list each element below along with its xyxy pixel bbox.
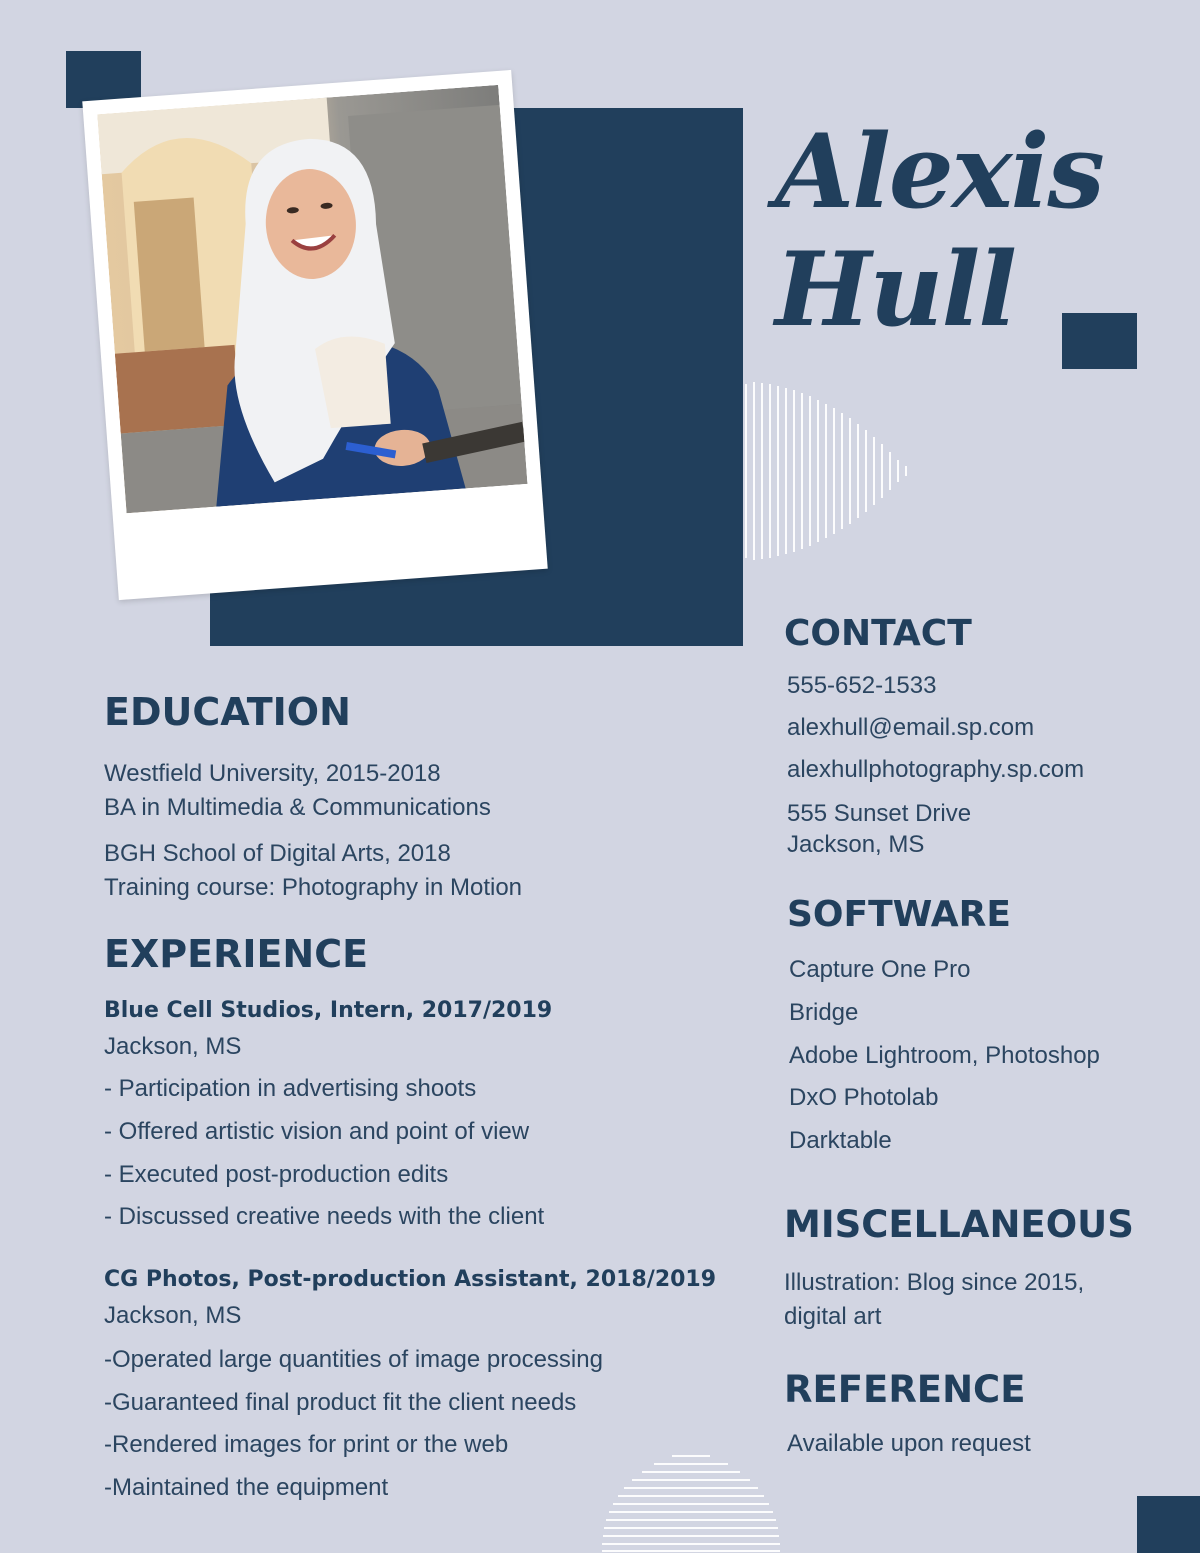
contact-heading: CONTACT [784, 613, 972, 654]
miscellaneous-heading: MISCELLANEOUS [784, 1203, 1134, 1246]
miscellaneous-text [784, 1266, 1084, 1334]
software-item: DxO Photolab [789, 1084, 939, 1111]
decorative-hatched-semicircle-icon [742, 380, 927, 562]
decorative-square-bottom-right [1137, 1496, 1200, 1553]
software-item: Darktable [789, 1127, 892, 1154]
job-1-title: Blue Cell Studios, Intern, 2017/2019 [104, 998, 553, 1023]
education-entry-1-degree: BA in Multimedia & Communications [104, 794, 491, 821]
miscellaneous-line-2: digital art [784, 1303, 882, 1330]
contact-address-street: 555 Sunset Drive [787, 800, 972, 827]
reference-heading: REFERENCE [784, 1368, 1026, 1411]
miscellaneous-line-1: Illustration: Blog since 2015, [784, 1269, 1085, 1296]
last-name: Hull [775, 230, 1016, 350]
contact-email[interactable]: alexhull@email.sp.com [787, 714, 1035, 741]
decorative-hatched-dome-icon [602, 1452, 780, 1553]
software-heading: SOFTWARE [787, 894, 1011, 935]
reference-text: Available upon request [787, 1430, 1031, 1457]
job-1-bullet-4: - Discussed creative needs with the client [104, 1203, 545, 1230]
polaroid-frame [82, 70, 547, 600]
education-entry-2 [104, 837, 522, 905]
software-item: Adobe Lightroom, Photoshop [789, 1042, 1100, 1069]
education-heading: EDUCATION [104, 690, 351, 734]
software-item: Bridge [789, 999, 859, 1026]
job-1-bullet-2: - Offered artistic vision and point of view [104, 1118, 530, 1145]
experience-heading: EXPERIENCE [104, 932, 369, 976]
education-entry-1 [104, 757, 491, 825]
first-name: Alexis [775, 112, 1103, 232]
person-name [775, 110, 1175, 352]
contact-address [787, 797, 971, 862]
job-1-bullet-1: - Participation in advertising shoots [104, 1075, 477, 1102]
contact-website[interactable]: alexhullphotography.sp.com [787, 756, 1085, 783]
education-entry-2-course: Training course: Photography in Motion [104, 874, 523, 901]
software-item: Capture One Pro [789, 956, 971, 983]
contact-phone: 555-652-1533 [787, 672, 937, 699]
job-1-bullet-3: - Executed post-production edits [104, 1161, 449, 1188]
job-2-bullet-4: -Maintained the equipment [104, 1474, 389, 1501]
portrait-photo-icon [97, 85, 527, 513]
education-entry-1-school: Westfield University, 2015-2018 [104, 760, 441, 787]
job-2-bullet-2: -Guaranteed final product fit the client needs [104, 1389, 577, 1416]
job-2-location: Jackson, MS [104, 1302, 242, 1329]
job-2-bullet-3: -Rendered images for print or the web [104, 1431, 509, 1458]
job-2-bullet-1: -Operated large quantities of image processing [104, 1346, 603, 1373]
job-2-title: CG Photos, Post-production Assistant, 2018/2019 [104, 1267, 717, 1292]
education-entry-2-school: BGH School of Digital Arts, 2018 [104, 840, 451, 867]
job-1-location: Jackson, MS [104, 1033, 242, 1060]
contact-address-city: Jackson, MS [787, 831, 925, 858]
